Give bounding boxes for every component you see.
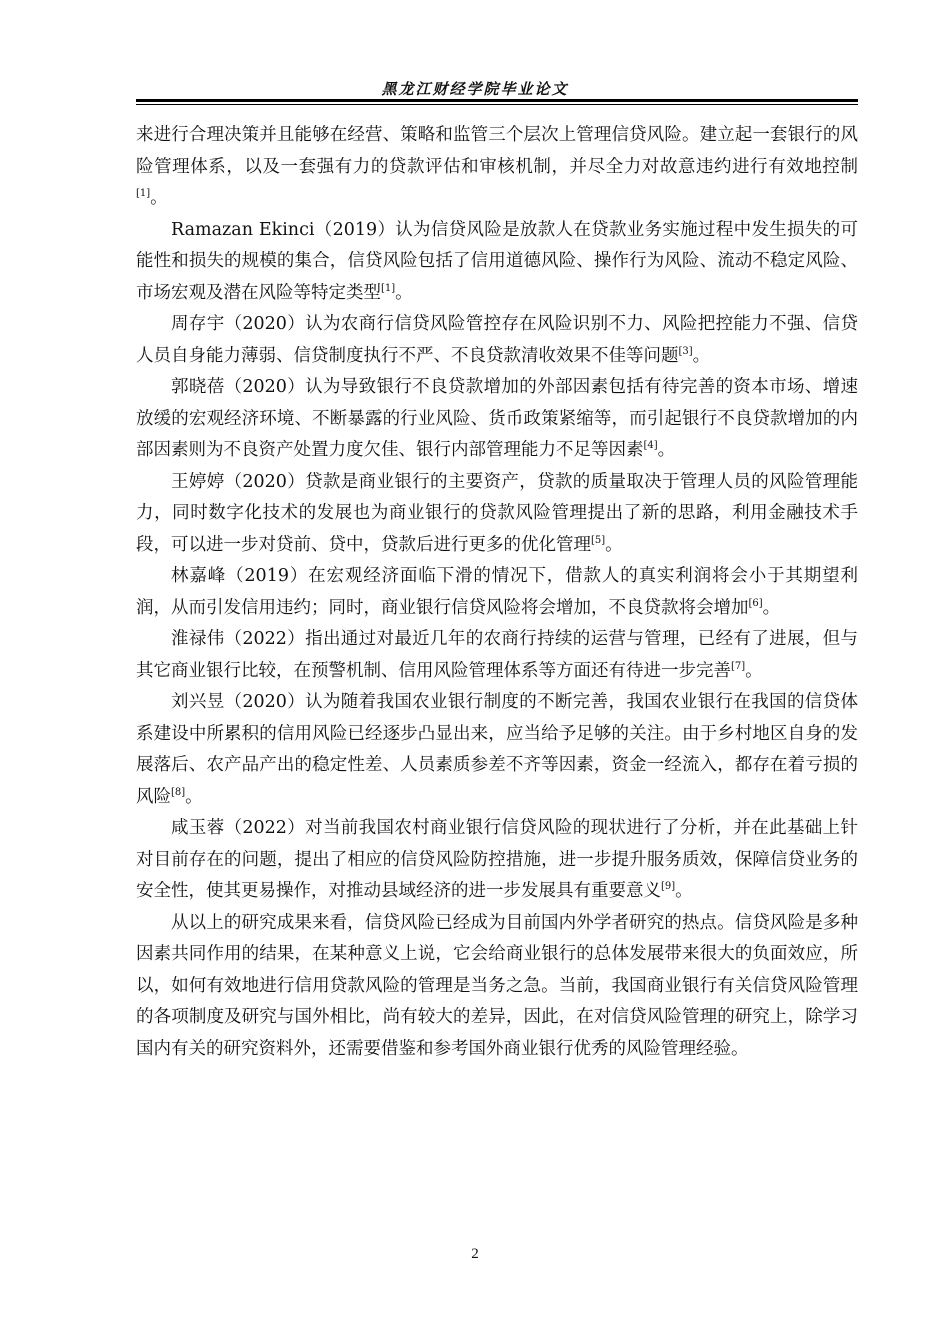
citation: [1] [381,282,396,294]
body-text [136,120,858,1065]
paragraph-text: 淮禄伟（2022）指出通过对最近几年的农商行持续的运营与管理，已经有了进展，但与其它商业银行比较，在预警机制、信用风险管理体系等方面还有待进一步完善 [136,629,858,681]
paragraph-end: 。 [762,597,781,618]
paragraph [136,309,858,372]
citation: [9] [661,881,676,893]
paragraph-end: 。 [605,534,623,555]
paragraph-text: 周存宇（2020）认为农商行信贷风险管控存在风险识别不力、风险把控能力不强、信贷人员自身能力薄弱、信贷制度执行不严、不良贷款清收效果不佳等问题 [136,314,858,366]
paragraph [136,687,858,813]
page-number: 2 [471,1246,479,1262]
paragraph [136,467,858,562]
paragraph [136,215,858,310]
page-header-title: 黑龙江财经学院毕业论文 [381,80,569,98]
paragraph-text: 王婷婷（2020）贷款是商业银行的主要资产，贷款的质量取决于管理人员的风险管理能力，同时数字化技术的发展也为商业银行的贷款风险管理提出了新的思路，利用金融技术手段，可以进一步对贷前、贷中，贷款后进行更多的优化管理 [136,471,858,555]
paragraph-end: 。 [185,786,203,807]
citation: [5] [591,534,606,546]
paragraph-text: 从以上的研究成果来看，信贷风险已经成为目前国内外学者研究的热点。信贷风险是多种因素共同作用的结果，在某种意义上说，它会给商业银行的总体发展带来很大的负面效应，所以，如何有效地进行信用贷款风险的管理是当务之急。当前，我国商业银行有关信贷风险管理的各项制度及研究与国外相比，尚有较大的差异，因此，在对信贷风险管理的研究上，除学习国内有关的研究资料外，还需要借鉴和参考国外商业银行优秀的风险管理经验。 [136,912,858,1059]
paragraph-text: Ramazan Ekinci（2019）认为信贷风险是放款人在贷款业务实施过程中发生损失的可能性和损失的规模的集合，信贷风险包括了信用道德风险、操作行为风险、流动不稳定风险、市场宏观及潜在风险等特定类型 [136,219,858,303]
paragraph-text: 来进行合理决策并且能够在经营、策略和监管三个层次上管理信贷风险。建立起一套银行的风险管理体系，以及一套强有力的贷款评估和审核机制，并尽全力对故意违约进行有效地控制 [136,125,858,177]
citation: [3] [678,345,693,357]
paragraph-text: 林嘉峰（2019）在宏观经济面临下滑的情况下，借款人的真实利润将会小于其期望利润，从而引发信用违约；同时，商业银行信贷风险将会增加，不良贷款将会增加 [136,566,858,618]
paragraph-text: 咸玉蓉（2022）对当前我国农村商业银行信贷风险的现状进行了分析，并在此基础上针对目前存在的问题，提出了相应的信贷风险防控措施，进一步提升服务质效，保障信贷业务的安全性，使其更易操作，对推动县域经济的进一步发展具有重要意义 [136,818,858,901]
paragraph-end: 。 [692,345,711,366]
paragraph-end: 。 [395,282,413,303]
header-rule-thick [136,99,858,102]
citation: [6] [748,597,763,609]
paragraph-end: 。 [150,188,168,208]
paragraph-text: 郭晓蓓（2020）认为导致银行不良贷款增加的外部因素包括有待完善的资本市场、增速放缓的宏观经济环境、不断暴露的行业风险、货币政策紧缩等，而引起银行不良贷款增加的内部因素则为不良资产处置力度欠佳、银行内部管理能力不足等因素 [136,377,858,460]
paragraph [136,561,858,624]
paragraph-text: 刘兴昱（2020）认为随着我国农业银行制度的不断完善，我国农业银行在我国的信贷体系建设中所累积的信用风险已经逐步凸显出来，应当给予足够的关注。由于乡村地区自身的发展落后、农产品产出的稳定性差、人员素质参差不齐等因素，资金一经流入，都存在着亏损的风险 [136,692,858,807]
citation: [4] [643,440,658,452]
citation: [7] [731,660,746,672]
paragraph-end: 。 [745,660,763,681]
paragraph [136,120,858,215]
paragraph [136,624,858,687]
header-rule-thin [136,104,858,105]
paragraph [136,372,858,467]
paragraph [136,813,858,908]
paragraph [136,908,858,1066]
paragraph-end: 。 [675,881,693,901]
paragraph-end: 。 [657,440,676,460]
citation: [1] [136,188,151,200]
citation: [8] [171,786,186,798]
